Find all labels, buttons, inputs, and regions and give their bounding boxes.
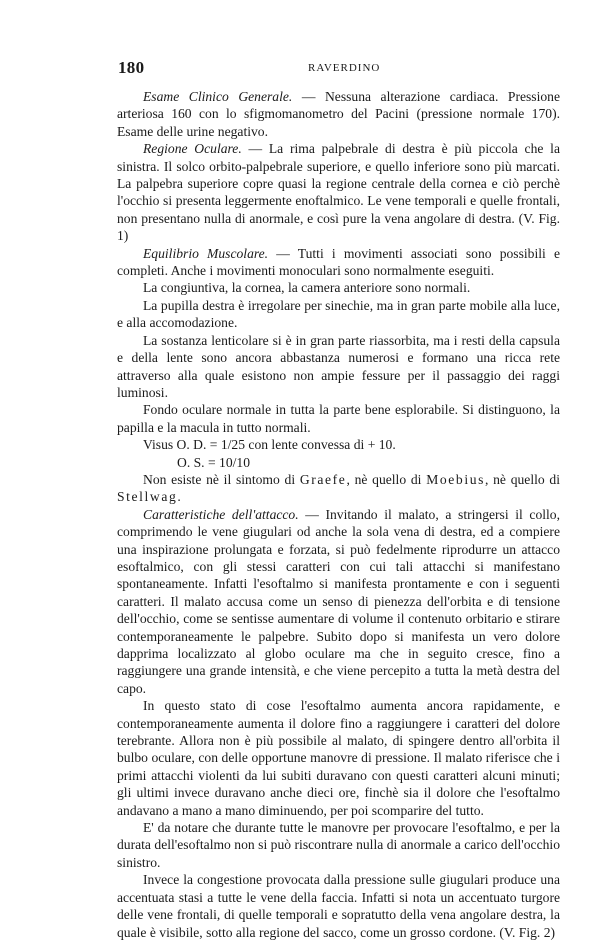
paragraph-regione-oculare (117, 140, 560, 244)
section-title-caratteristiche-attacco: Caratteristiche dell'attacco. (143, 506, 299, 522)
paragraph-fondo-oculare: Fondo oculare normale in tutta la parte bene esplorabile. Si distinguono, la papilla e la macula in tutto normali. (117, 402, 560, 435)
paragraph-sintomi (117, 471, 560, 506)
paragraph-stato-di-cose: In questo stato di cose l'esoftalmo aumenta ancora rapidamente, e contemporaneamente aumenta il dolore fino a raggiungere i caratteri del dolore terebrante. Allora non è più possibile al malato, di spingere dentro all'orbita il bulbo oculare, con delle opportune manovre di pressione. Il malato riferisce che i primi attacchi violenti da lui subiti duravano con questi caratteri alcuni minuti; gli ultimi invece duravano anche dieci ore, finchè sia il dolore che l'esoftalmo andavano a mano a mano diminuendo, per poi scomparire del tutto. (117, 698, 560, 818)
section-title-regione-oculare: Regione Oculare. (143, 141, 242, 157)
page-number: 180 (118, 58, 145, 77)
paragraph-congiuntiva: La congiuntiva, la cornea, la camera anteriore sono normali. (143, 280, 471, 296)
paragraph-text: — Invitando il malato, a stringersi il collo, comprimendo le vene giugulari od anche la sola vena di destra, ed a compiere una inspirazione prolungata e forzata, si può fedelmente riprodurre un attacco esoftalmico, con gli stessi caratteri con cui tali attacchi si manifestano spontaneamente. Infatti l'esoftalmo si manifesta prontamente e con i seguenti caratteri. Il malato accusa come un senso di pienezza dell'orbita e di tensione dell'occhio, come se sentisse aumentare di volume il contenuto orbitario e stirare contemporaneamente le palpebre. Subito dopo si manifesta un vero dolore dapprima localizzato al globo oculare ma che in seguito cresce, fino a raggiungere una grande intensità, e che viene percepito a tutta la metà destra del capo. (117, 506, 560, 696)
paragraph-equilibrio-muscolare (117, 245, 560, 280)
page-header (118, 58, 558, 82)
paragraph-pupilla: La pupilla destra è irregolare per sinechie, ma in gran parte mobile alla luce, e alla accomodazione. (117, 297, 560, 331)
paragraph-congestione: Invece la congestione provocata dalla pressione sulle giugulari produce una accentuata stasi a tutte le vene della faccia. Infatti si nota un accentuato turgore delle vene frontali, di quelle temporali e sopratutto della vena angolare destra, la quale è visibile, sotto alla regione del sacco, come un grosso cordone. (V. Fig. 2) (117, 872, 560, 940)
body-text (117, 88, 560, 941)
visus-os-line: O. S. = 10/10 (177, 454, 251, 470)
paragraph-text: . (177, 489, 181, 505)
paragraph-esame-clinico (117, 88, 560, 140)
paragraph-sostanza-lenticolare: La sostanza lenticolare si è in gran parte riassorbita, ma i resti della capsula e della lente sono ancora abbastanza numerosi e formano una ricca rete attraverso alla quale esistono non ampie fessure per il passaggio dei raggi luminosi. (117, 332, 560, 400)
section-title-equilibrio-muscolare: Equilibrio Muscolare. (143, 245, 269, 261)
paragraph-text: , nè quello di (484, 471, 560, 487)
section-title-esame-clinico: Esame Clinico Generale. (143, 89, 293, 104)
visus-od-line: Visus O. D. = 1/25 con lente convessa di + 10. (143, 437, 396, 453)
paragraph-caratteristiche-attacco (117, 506, 560, 697)
paragraph-text: — La rima palpebrale di destra è più piccola che la sinistra. Il solco orbito-palpebrale superiore, e quello inferiore sono più marcati. La palpebra superiore copre quasi la regione centrale della cornea e ciò perchè l'occhio si presenta leggermente enoftalmico. Le vene temporali e quelle frontali, non presentano nulla di anormale, e così pure la vena angolare di destra. (V. Fig. 1) (117, 141, 560, 244)
paragraph-text: — Nessuna alterazione cardiaca. Pressione arteriosa 160 con lo sfigmomanometro del Pacini (pressione normale 170). Esame delle urine negativo. (117, 89, 560, 139)
author-name-graefe: Graefe (299, 471, 347, 487)
running-head: RAVERDINO (308, 62, 381, 74)
paragraph-da-notare: E' da notare che durante tutte le manovre per provocare l'esoftalmo, e per la durata dell'esoftalmo non si può riscontrare nulla di anormale a carico dell'occhio sinistro. (117, 820, 560, 870)
paragraph-text: , nè quello di (346, 471, 427, 487)
author-name-stellwag: Stellwag (117, 489, 178, 505)
paragraph-text: Non esiste nè il sintomo di (143, 471, 300, 487)
paragraph-text: — Tutti i movimenti associati sono possibili e completi. Anche i movimenti monoculari sono normalmente eseguiti. (117, 245, 560, 279)
author-name-moebius: Moebius (426, 471, 485, 487)
